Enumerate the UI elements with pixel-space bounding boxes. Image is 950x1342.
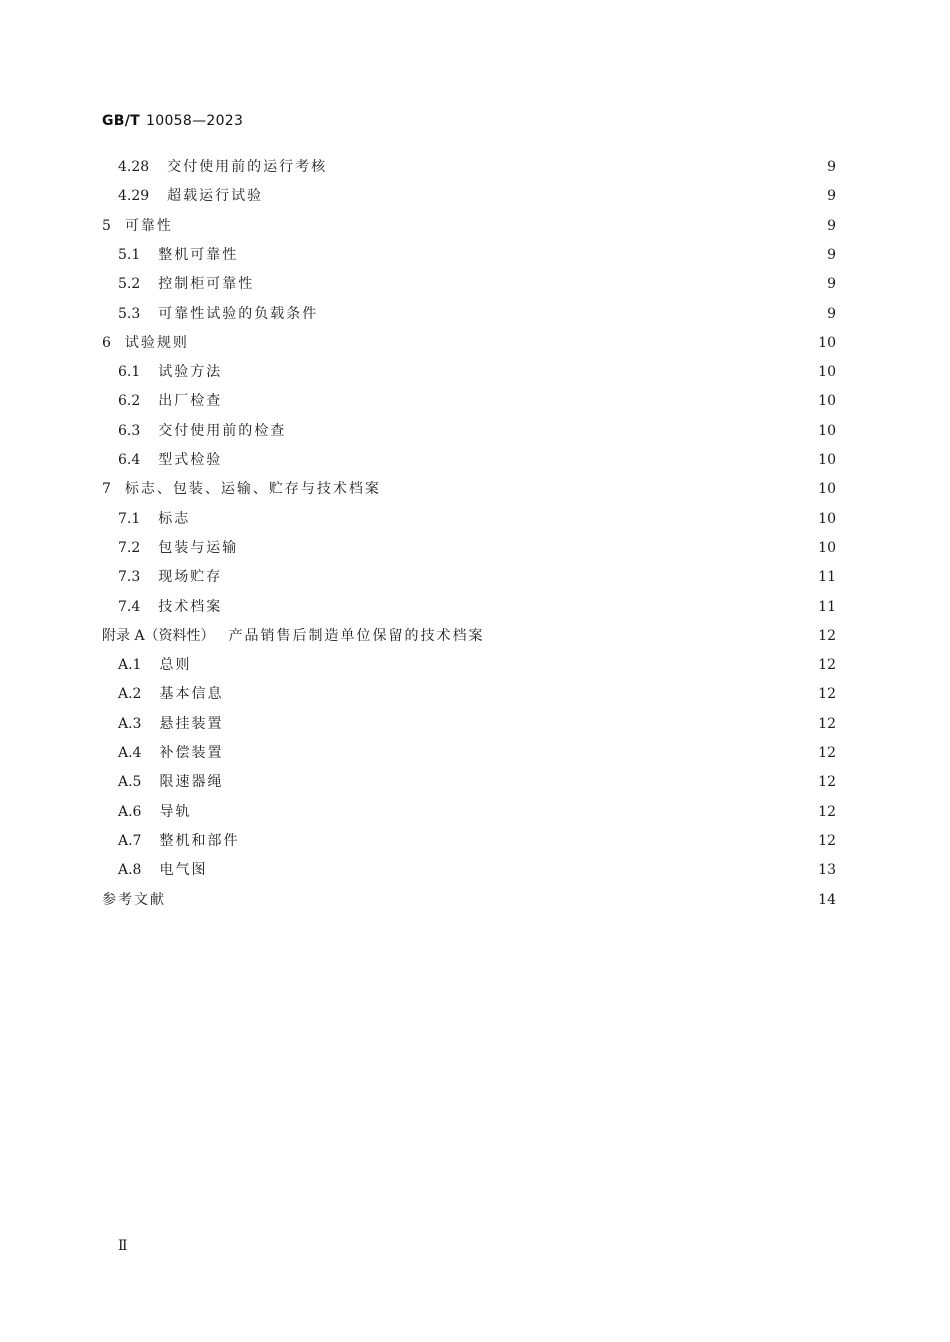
toc-entry-number: 5	[102, 218, 111, 234]
toc-entry-number: A.8	[118, 862, 142, 878]
toc-entry-title: 基本信息	[159, 686, 224, 702]
toc-entry-page: 12	[818, 774, 836, 790]
toc-entry-title: 包装与运输	[158, 540, 239, 556]
toc-entry-page: 9	[827, 306, 836, 322]
toc-entry-page: 10	[818, 335, 836, 351]
toc-leader-dots	[227, 768, 810, 796]
toc-entry-page: 10	[818, 364, 836, 380]
toc-entry-page: 10	[818, 540, 836, 556]
toc-entry-number: 5.3	[118, 306, 141, 322]
toc-entry-title: 参考文献	[102, 892, 166, 908]
toc-entry[interactable]	[118, 593, 836, 621]
toc-entry-number: 5.2	[118, 276, 141, 292]
toc-entry-title: 标志	[158, 511, 191, 527]
toc-entry[interactable]	[118, 387, 836, 415]
toc-entry[interactable]	[118, 798, 836, 826]
toc-entry-page: 11	[818, 569, 836, 585]
toc-entry-title: 技术档案	[158, 599, 223, 615]
toc-leader-dots	[242, 534, 810, 562]
toc-entry-number: A.2	[118, 686, 142, 702]
toc-entry[interactable]	[118, 358, 836, 386]
toc-entry[interactable]	[102, 886, 836, 914]
toc-entry[interactable]	[102, 212, 836, 240]
toc-leader-dots	[489, 622, 810, 650]
toc-entry-number: 6	[102, 335, 111, 351]
toc-entry-title: 整机和部件	[159, 833, 240, 849]
toc-entry-page: 10	[818, 423, 836, 439]
toc-entry-number: 7.3	[118, 569, 141, 585]
toc-entry-page: 12	[818, 686, 836, 702]
toc-entry-title: 超载运行试验	[167, 188, 264, 204]
toc-leader-dots	[195, 798, 810, 826]
toc-entry-number: 7.2	[118, 540, 141, 556]
toc-entry[interactable]	[118, 417, 836, 445]
toc-leader-dots	[243, 827, 810, 855]
toc-leader-dots	[227, 710, 810, 738]
toc-entry-title: 可靠性	[124, 218, 173, 234]
toc-entry-number: 7.1	[118, 511, 141, 527]
toc-entry[interactable]	[118, 270, 836, 298]
page-number-footer: Ⅱ	[118, 1238, 128, 1254]
toc-entry-page: 10	[818, 511, 836, 527]
toc-entry-number: 5.1	[118, 247, 141, 263]
toc-entry-page: 10	[818, 393, 836, 409]
standard-number: 10058—2023	[146, 113, 244, 129]
toc-entry[interactable]	[118, 300, 836, 328]
toc-entry-page: 10	[818, 452, 836, 468]
toc-entry-page: 12	[818, 833, 836, 849]
toc-entry-title: 补偿装置	[159, 745, 224, 761]
toc-leader-dots	[226, 387, 810, 415]
toc-entry-page: 9	[827, 218, 836, 234]
toc-entry-title: 总则	[159, 657, 192, 673]
toc-leader-dots	[242, 241, 810, 269]
toc-leader-dots	[258, 270, 810, 298]
toc-entry-number: A.4	[118, 745, 142, 761]
toc-leader-dots	[226, 446, 810, 474]
toc-entry-page: 12	[818, 804, 836, 820]
toc-entry[interactable]	[102, 622, 836, 650]
toc-leader-dots	[211, 856, 810, 884]
toc-entry-title: 出厂检查	[158, 393, 223, 409]
toc-leader-dots	[331, 153, 810, 181]
toc-entry-page: 9	[827, 188, 836, 204]
toc-entry-page: 14	[818, 892, 836, 908]
toc-entry[interactable]	[118, 827, 836, 855]
toc-leader-dots	[385, 475, 810, 503]
toc-entry-number: A.1	[118, 657, 142, 673]
toc-leader-dots	[227, 680, 810, 708]
toc-entry-page: 12	[818, 716, 836, 732]
toc-leader-dots	[226, 358, 810, 386]
toc-entry-title: 试验规则	[124, 335, 189, 351]
toc-entry[interactable]	[118, 446, 836, 474]
toc-entry-page: 13	[818, 862, 836, 878]
toc-entry-page: 12	[818, 745, 836, 761]
toc-entry-title: 电气图	[159, 862, 208, 878]
toc-entry[interactable]	[118, 768, 836, 796]
toc-leader-dots	[226, 593, 810, 621]
toc-entry[interactable]	[118, 651, 836, 679]
toc-entry-number: A.7	[118, 833, 142, 849]
toc-entry-title: 试验方法	[158, 364, 223, 380]
toc-entry-page: 9	[827, 247, 836, 263]
toc-leader-dots	[290, 417, 810, 445]
toc-entry-title: 导轨	[159, 804, 192, 820]
toc-entry[interactable]	[118, 505, 836, 533]
toc-entry-page: 10	[818, 481, 836, 497]
toc-leader-dots	[267, 182, 810, 210]
toc-entry-title: 产品销售后制造单位保留的技术档案	[228, 628, 485, 644]
document-header	[102, 113, 243, 129]
toc-entry-number: A.5	[118, 774, 142, 790]
toc-entry[interactable]	[118, 739, 836, 767]
toc-entry-page: 9	[827, 276, 836, 292]
toc-entry-title: 可靠性试验的负载条件	[158, 306, 319, 322]
toc-entry-title: 交付使用前的运行考核	[167, 159, 328, 175]
toc-leader-dots	[195, 651, 810, 679]
toc-entry-title: 控制柜可靠性	[158, 276, 255, 292]
toc-entry-number: A.3	[118, 716, 142, 732]
toc-entry[interactable]	[118, 680, 836, 708]
toc-leader-dots	[194, 505, 810, 533]
toc-entry-number: 7	[102, 481, 111, 497]
toc-entry-number: 6.2	[118, 393, 141, 409]
toc-entry-number: 6.4	[118, 452, 141, 468]
toc-entry-page: 9	[827, 159, 836, 175]
toc-entry-number: 6.1	[118, 364, 141, 380]
standard-code: GB/T	[102, 113, 141, 129]
toc-entry-page: 11	[818, 599, 836, 615]
toc-entry-number: 6.3	[118, 423, 141, 439]
toc-entry-number: A.6	[118, 804, 142, 820]
toc-entry[interactable]	[118, 710, 836, 738]
toc-entry-page: 12	[818, 628, 836, 644]
toc-leader-dots	[322, 300, 810, 328]
toc-leader-dots	[193, 329, 810, 357]
toc-entry[interactable]	[118, 563, 836, 591]
toc-entry-page: 12	[818, 657, 836, 673]
toc-entry-title: 整机可靠性	[158, 247, 239, 263]
toc-entry-number: 4.28	[118, 159, 150, 175]
toc-entry[interactable]	[102, 475, 836, 503]
toc-leader-dots	[170, 886, 810, 914]
toc-entry-number: 4.29	[118, 188, 150, 204]
toc-entry-number: 7.4	[118, 599, 141, 615]
toc-entry[interactable]	[118, 153, 836, 181]
toc-leader-dots	[227, 739, 810, 767]
toc-entry-title: 标志、包装、运输、贮存与技术档案	[124, 481, 381, 497]
toc-entry[interactable]	[118, 534, 836, 562]
toc-entry-title: 交付使用前的检查	[158, 423, 287, 439]
toc-leader-dots	[226, 563, 810, 591]
toc-entry-title: 型式检验	[158, 452, 223, 468]
toc-entry-title: 现场贮存	[158, 569, 223, 585]
toc-entry-title: 限速器绳	[159, 774, 224, 790]
toc-entry-number: 附录 A（资料性）	[102, 628, 215, 644]
toc-entry-title: 悬挂装置	[159, 716, 224, 732]
toc-entry[interactable]	[118, 241, 836, 269]
toc-entry[interactable]	[118, 182, 836, 210]
toc-entry[interactable]	[118, 856, 836, 884]
toc-leader-dots	[177, 212, 810, 240]
toc-entry[interactable]	[102, 329, 836, 357]
